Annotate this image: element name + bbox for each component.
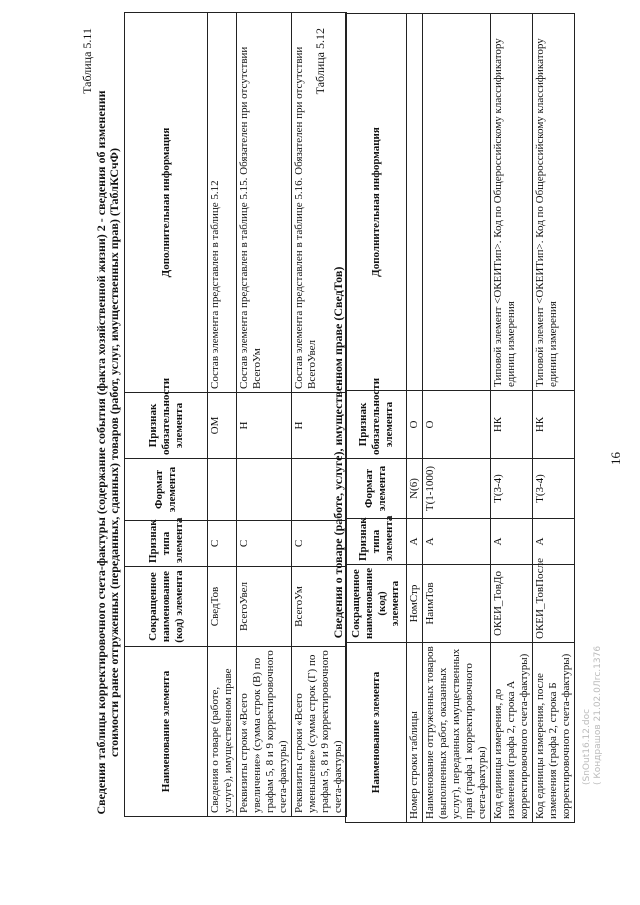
table-row: [208, 13, 237, 817]
table-cell: Реквизиты строки «Всего увеличение» (сумма строк (В) по графам 5, 8 и 9 корректировочного счета-фактуры): [237, 647, 292, 817]
table1-header: Сокращенное наименование (код) элемента: [125, 567, 208, 647]
table1-caption-line2: стоимости ранее отгруженных (переданных, сданных) товаров (работ, услуг, имущественных прав) (ТаблКСчФ): [107, 148, 121, 757]
table1-caption: [95, 0, 121, 905]
table-cell: Код единицы измерения, после изменения (графа 2, строка Б корректировочного счета-фактуры): [533, 643, 575, 823]
table-cell: А: [533, 519, 575, 565]
table-cell: ОМ: [208, 393, 237, 459]
table-cell: [423, 14, 491, 391]
table-cell: T(3-4): [533, 459, 575, 519]
table-cell: А: [423, 519, 491, 565]
table-cell: ОКЕИ_ТовПосле: [533, 565, 575, 643]
table-row: [237, 13, 292, 817]
page-number: 16: [608, 452, 623, 465]
table-cell: НомСтр: [407, 565, 423, 643]
table-cell: Типовой элемент <ОКЕИТип>. Код по Общероссийскому классификатору единиц измерения: [533, 14, 575, 391]
table2-caption: Сведения о товаре (работе, услуге), имущественном праве (СведТов): [331, 266, 345, 639]
table-cell: Реквизиты строки «Всего уменьшение» (сумма строк (Г) по графам 5, 8 и 9 корректировочного счета-фактуры): [292, 647, 347, 817]
table1: [124, 12, 347, 817]
table-cell: А: [407, 519, 423, 565]
table-cell: НК: [491, 391, 533, 459]
table2-header: Наименование элемента: [346, 643, 407, 823]
table-cell: О: [423, 391, 491, 459]
table-cell: Н: [292, 393, 347, 459]
table-cell: Состав элемента представлен в таблице 5.12: [208, 13, 237, 393]
table-cell: Номер строки таблицы: [407, 643, 423, 823]
file-stamp-line1: (SnOut16.12.doc: [582, 708, 592, 785]
file-stamp-line2: ( Кондрашов 21.02.0Лrс.1376: [593, 645, 603, 785]
table-cell: Наименование отгруженных товаров (выполненных работ, оказанных услуг), переданных имущественных прав (графа 1 корректировочного счета-фактуры): [423, 643, 491, 823]
table-cell: НаимТов: [423, 565, 491, 643]
table2-header: Признак обязательности элемента: [346, 391, 407, 459]
table1-number: Таблица 5.11: [80, 28, 94, 94]
table-cell: ВсегоУвел: [237, 567, 292, 647]
table-cell: НК: [533, 391, 575, 459]
table-cell: А: [491, 519, 533, 565]
table2-header: Сокращенное наименование (код) элемента: [346, 565, 407, 643]
table-cell: N(6): [407, 459, 423, 519]
table1-header: Признак обязательности элемента: [125, 393, 208, 459]
table-cell: О: [407, 391, 423, 459]
file-stamp: [582, 646, 604, 785]
table2-header: Формат элемента: [346, 459, 407, 519]
table-row: [407, 14, 423, 823]
table-cell: Код единицы измерения, до изменения (графа 2, строка А корректировочного счета-фактуры): [491, 643, 533, 823]
table1-header-row: [125, 13, 208, 817]
table-cell: T(3-4): [491, 459, 533, 519]
table2: [345, 13, 575, 823]
table-cell: [237, 459, 292, 521]
table2-header: Признак типа элемента: [346, 519, 407, 565]
table-cell: Состав элемента представлен в таблице 5.16. Обязателен при отсутствии ВсегоУвел: [292, 13, 347, 393]
table1-header: Признак типа элемента: [125, 521, 208, 567]
table-cell: ОКЕИ_ТовДо: [491, 565, 533, 643]
table-cell: [407, 14, 423, 391]
table-cell: С: [208, 521, 237, 567]
table2-number: Таблица 5.12: [313, 28, 327, 95]
table2-header: Дополнительная информация: [346, 14, 407, 391]
table1-header: Дополнительная информация: [125, 13, 208, 393]
table1-header: Формат элемента: [125, 459, 208, 521]
table-cell: Сведения о товаре (работе, услуге), имущественном праве: [208, 647, 237, 817]
table-cell: С: [292, 521, 347, 567]
table-cell: Н: [237, 393, 292, 459]
table-cell: Состав элемента представлен в таблице 5.15. Обязателен при отсутствии ВсегоУм: [237, 13, 292, 393]
table1-caption-line1: Сведения таблицы корректировочного счета-фактуры (содержание события (факта хозяйственной жизни) 2 - сведения об изменении: [94, 90, 108, 815]
table1-header: Наименование элемента: [125, 647, 208, 817]
table-cell: ВсегоУм: [292, 567, 347, 647]
table2-header-row: [346, 14, 407, 823]
table-row: [533, 14, 575, 823]
table-cell: T(1-1000): [423, 459, 491, 519]
table-cell: [208, 459, 237, 521]
table-cell: С: [237, 521, 292, 567]
table-cell: СведТов: [208, 567, 237, 647]
table-row: [423, 14, 491, 823]
table-row: [491, 14, 533, 823]
table-cell: Типовой элемент <ОКЕИТип>. Код по Общероссийскому классификатору единиц измерения: [491, 14, 533, 391]
